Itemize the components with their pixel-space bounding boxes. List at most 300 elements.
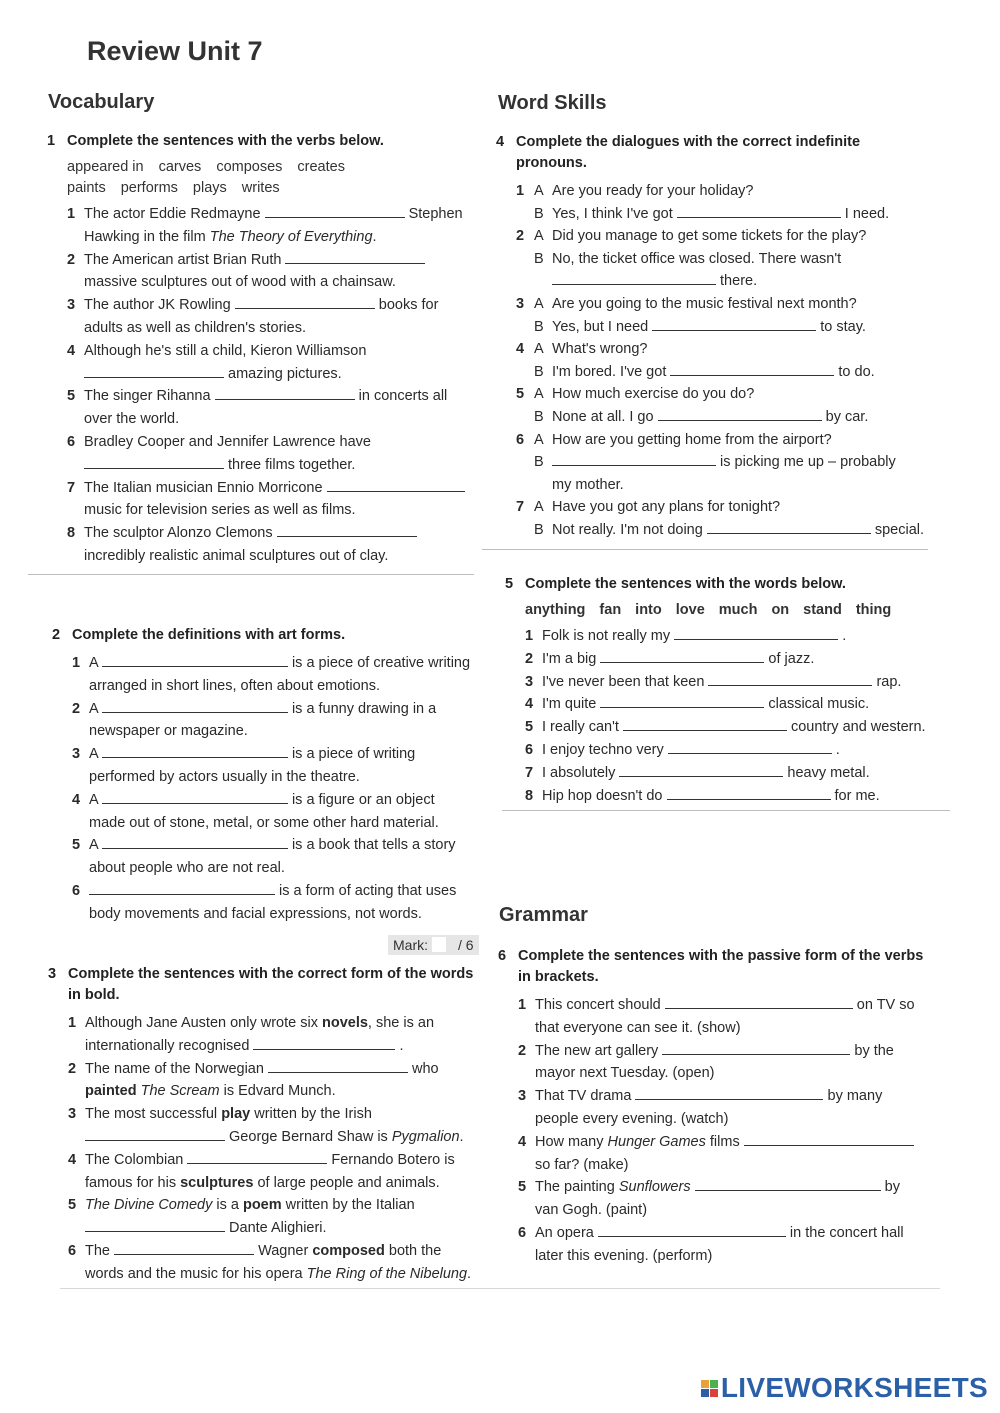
item-text: .: [399, 1037, 404, 1054]
list-item: [525, 648, 945, 671]
item-text: A: [89, 700, 98, 717]
item-text: my mother.: [552, 476, 624, 493]
dialogue-line: [516, 519, 936, 542]
speaker-label: A: [534, 431, 544, 448]
item-text: on TV so: [856, 997, 915, 1013]
list-item: [525, 716, 945, 739]
item-text: to do.: [838, 363, 875, 380]
answer-blank[interactable]: [708, 671, 872, 686]
list-item: [525, 739, 945, 762]
divider: [502, 810, 950, 811]
item-text: I really can't: [542, 719, 619, 736]
item-text: for me.: [834, 787, 880, 804]
item-number: 3: [72, 746, 81, 763]
answer-blank[interactable]: [552, 270, 716, 285]
dialogue-line: [516, 429, 936, 452]
item-text: over the world.: [84, 411, 180, 428]
speaker-label: B: [534, 363, 544, 380]
item-text: Although Jane Austen only wrote six: [85, 1015, 318, 1031]
item-text: special.: [874, 521, 925, 538]
item-text: The painting: [535, 1179, 615, 1196]
vocabulary-heading: Vocabulary: [48, 91, 155, 113]
item-text: This concert should: [535, 997, 661, 1013]
list-item: [518, 1040, 938, 1086]
word: fan: [599, 602, 622, 618]
item-text: Are you ready for your holiday?: [552, 183, 754, 199]
item-text: newspaper or magazine.: [89, 723, 248, 740]
item-text: who: [412, 1060, 439, 1077]
item-text: written by the Italian: [285, 1197, 415, 1214]
item-number: 3: [525, 673, 534, 690]
item-text: by car.: [825, 408, 869, 425]
list-item: [525, 625, 945, 648]
painting-title: Sunflowers: [618, 1179, 691, 1196]
answer-blank[interactable]: [102, 743, 288, 758]
bold-word: sculptures: [180, 1174, 254, 1191]
item-text: I've never been that keen: [542, 673, 705, 690]
item-text: I'm quite: [542, 696, 597, 713]
word: performs: [120, 180, 178, 196]
item-text: .: [467, 1265, 472, 1282]
item-number: 2: [525, 650, 534, 667]
item-text: The: [85, 1242, 110, 1259]
divider: [482, 549, 928, 550]
logo-tile: [710, 1389, 718, 1397]
list-item: [68, 1240, 486, 1286]
exercise-6: [498, 946, 938, 1268]
item-text: I enjoy techno very: [542, 741, 664, 758]
speaker-label: B: [534, 205, 544, 222]
answer-blank[interactable]: [552, 451, 716, 466]
exercise-5-heading: [505, 574, 945, 595]
word-box: [525, 600, 945, 621]
word-skills-heading: Word Skills: [498, 92, 607, 114]
item-text: amazing pictures.: [228, 365, 342, 382]
exercise-4-heading: [496, 132, 936, 174]
answer-blank[interactable]: [187, 1149, 327, 1164]
bold-word: composed: [312, 1242, 385, 1259]
answer-blank[interactable]: [707, 519, 871, 534]
list-item: [518, 1131, 938, 1177]
item-text: The sculptor Alonzo Clemons: [84, 525, 273, 542]
item-text: Bradley Cooper and Jennifer Lawrence have: [84, 433, 371, 450]
item-text: Hip hop doesn't do: [542, 787, 663, 804]
dialogue-list: [516, 180, 936, 542]
item-text: adults as well as children's stories.: [84, 319, 306, 336]
list-item: [72, 698, 484, 744]
word: appeared in: [67, 159, 144, 175]
list-item: [68, 1194, 486, 1240]
answer-blank[interactable]: [102, 698, 288, 713]
answer-blank[interactable]: [114, 1240, 254, 1255]
film-title: The Theory of Everything: [209, 228, 373, 245]
answer-blank[interactable]: [84, 363, 224, 378]
item-number: 5: [518, 1179, 527, 1196]
answer-blank[interactable]: [84, 454, 224, 469]
item-number: 6: [516, 431, 525, 448]
speaker-label: B: [534, 408, 544, 425]
answer-blank[interactable]: [253, 1035, 395, 1050]
item-text: Folk is not really my: [542, 628, 671, 644]
answer-blank[interactable]: [102, 834, 288, 849]
answer-blank[interactable]: [665, 994, 853, 1009]
exercise-number: 5: [505, 576, 514, 592]
list-item: [525, 785, 945, 808]
exercise-instruction: Complete the sentences with the words below.: [525, 576, 846, 592]
word: composes: [216, 159, 283, 175]
list-item: [518, 1222, 938, 1268]
item-text: Are you going to the music festival next month?: [552, 295, 857, 312]
answer-blank[interactable]: [85, 1217, 225, 1232]
item-text: to stay.: [820, 318, 866, 335]
item-text: of large people and animals.: [257, 1174, 440, 1191]
dialogue-line: [516, 496, 936, 519]
item-text: music for television series as well as films.: [84, 502, 356, 519]
dialogue-line: [516, 406, 936, 429]
item-text: Wagner: [258, 1242, 309, 1259]
item-text: heavy metal.: [787, 764, 870, 781]
answer-blank[interactable]: [265, 203, 405, 218]
item-text: .: [459, 1128, 464, 1145]
list-item: [518, 1085, 938, 1131]
answer-blank[interactable]: [662, 1040, 850, 1055]
item-text: A: [89, 746, 98, 763]
grammar-heading: Grammar: [499, 904, 588, 926]
item-text: .: [372, 228, 377, 245]
mark-label: Mark:: [393, 937, 428, 953]
item-text: The actor Eddie Redmayne: [84, 206, 261, 222]
exercise-5: [505, 574, 945, 807]
answer-blank[interactable]: [667, 785, 831, 800]
item-text: country and western.: [790, 719, 926, 736]
item-number: 2: [518, 1042, 527, 1059]
word-box: [67, 157, 477, 199]
exercise-3: [48, 964, 486, 1286]
answer-blank[interactable]: [652, 316, 816, 331]
item-text: Have you got any plans for tonight?: [552, 499, 781, 516]
item-text: people every evening. (watch): [535, 1110, 729, 1127]
item-text: .: [842, 628, 847, 644]
exercise-instruction: Complete the dialogues with the correct indefinite: [516, 134, 861, 150]
speaker-label: B: [534, 318, 544, 335]
list-item: [72, 880, 484, 926]
exercise-number: 4: [496, 134, 505, 150]
item-text: I need.: [844, 205, 890, 222]
opera-title: The Ring of the Nibelung: [306, 1265, 468, 1282]
item-number: 2: [68, 1060, 77, 1077]
logo-tile: [710, 1380, 718, 1388]
item-text: Yes, I think I've got: [552, 205, 673, 222]
item-text: later this evening. (perform): [535, 1247, 713, 1264]
item-text: is a figure or an object: [291, 791, 435, 808]
item-text: there.: [720, 273, 758, 290]
exercise-1: [47, 131, 477, 568]
item-text: films: [709, 1133, 740, 1150]
list-item: [67, 522, 477, 568]
list-item: [67, 340, 477, 386]
page-title: Review Unit 7: [87, 36, 263, 66]
item-text: is a funny drawing in a: [291, 700, 437, 717]
answer-blank[interactable]: [102, 652, 288, 667]
item-number: 6: [518, 1224, 527, 1241]
answer-blank[interactable]: [658, 406, 822, 421]
bold-word: play: [221, 1106, 251, 1123]
exercise-instruction: pronouns.: [516, 155, 587, 171]
item-number: 6: [525, 741, 534, 758]
exercise-instruction: in brackets.: [518, 969, 599, 985]
exercise-4: [496, 132, 936, 542]
item-number: 4: [518, 1133, 527, 1150]
item-number: 4: [525, 696, 534, 713]
list-item: [525, 671, 945, 694]
dialogue-line: [516, 383, 936, 406]
list-item: [72, 789, 484, 835]
item-number: 5: [67, 388, 76, 405]
answer-blank[interactable]: [635, 1085, 823, 1100]
item-number: 3: [68, 1106, 77, 1123]
bold-word: novels: [321, 1015, 368, 1031]
item-text: books for: [378, 297, 439, 314]
logo-tile: [701, 1389, 709, 1397]
list-item: [68, 1149, 486, 1195]
speaker-label: B: [534, 521, 544, 538]
item-text: How much exercise do you do?: [552, 386, 755, 403]
speaker-label: A: [534, 386, 544, 403]
item-number: 1: [68, 1015, 77, 1031]
word: paints: [67, 180, 106, 196]
exercise-instruction: Complete the sentences with the verbs below.: [67, 133, 384, 149]
word: writes: [241, 180, 280, 196]
word: carves: [158, 159, 202, 175]
speaker-label: B: [534, 454, 544, 471]
item-text: that everyone can see it. (show): [535, 1019, 741, 1036]
exercise-instruction: Complete the sentences with the correct form of the words: [68, 966, 474, 982]
item-text: in the concert hall: [789, 1224, 904, 1241]
item-text: about people who are not real.: [89, 860, 285, 877]
list-item: [518, 994, 938, 1040]
item-text: The most successful: [85, 1106, 218, 1123]
item-number: 4: [72, 791, 81, 808]
answer-blank[interactable]: [744, 1131, 914, 1146]
item-text: An opera: [535, 1224, 594, 1241]
item-text: Although he's still a child, Kieron Williamson: [84, 342, 367, 359]
dialogue-line: [516, 293, 936, 316]
answer-blank[interactable]: [235, 294, 375, 309]
item-text: Dante Alighieri.: [229, 1220, 327, 1237]
exercise-2: [52, 625, 484, 926]
item-text: That TV drama: [535, 1088, 632, 1105]
word: much: [718, 602, 758, 618]
list-item: [67, 249, 477, 295]
divider: [60, 1288, 940, 1289]
item-number: 2: [516, 228, 525, 245]
answer-blank[interactable]: [277, 522, 417, 537]
answer-blank[interactable]: [85, 1126, 225, 1141]
item-text: The name of the Norwegian: [85, 1060, 264, 1077]
item-text: incredibly realistic animal sculptures out of clay.: [84, 547, 389, 564]
speaker-label: A: [534, 295, 544, 312]
list-item: [525, 762, 945, 785]
item-text: is a book that tells a story: [291, 837, 456, 854]
word: into: [635, 602, 662, 618]
item-number: 6: [72, 882, 81, 899]
divider: [28, 574, 474, 575]
item-text: Yes, but I need: [552, 318, 649, 335]
word: anything: [525, 602, 586, 618]
item-text: body movements and facial expressions, not words.: [89, 905, 422, 922]
answer-blank[interactable]: [677, 203, 841, 218]
liveworksheets-logo[interactable]: [701, 1372, 988, 1404]
list-item: [67, 477, 477, 523]
item-number: 4: [67, 342, 76, 359]
list-item: [518, 1176, 938, 1222]
exercise-1-heading: [47, 131, 477, 152]
answer-blank[interactable]: [598, 1222, 786, 1237]
item-text: three films together.: [228, 456, 356, 473]
item-text: rap.: [876, 673, 902, 690]
item-text: by: [884, 1179, 900, 1196]
item-text: made out of stone, metal, or some other hard material.: [89, 814, 439, 831]
item-text: How many: [535, 1133, 604, 1150]
item-text: The singer Rihanna: [84, 388, 211, 405]
answer-blank[interactable]: [670, 361, 834, 376]
item-text: , she is an: [367, 1015, 435, 1031]
item-text: massive sculptures out of wood with a chainsaw.: [84, 274, 396, 291]
item-number: 8: [525, 787, 534, 804]
item-text: How are you getting home from the airport?: [552, 431, 832, 448]
item-number: 4: [68, 1151, 77, 1168]
item-number: 1: [67, 206, 76, 222]
word: on: [771, 602, 790, 618]
item-text: is a form of acting that uses: [279, 882, 457, 899]
item-text: written by the Irish: [254, 1106, 372, 1123]
word: plays: [192, 180, 227, 196]
word: thing: [855, 602, 892, 618]
item-text: The Colombian: [85, 1151, 184, 1168]
exercise-instruction: in bold.: [68, 987, 120, 1003]
list-item: [67, 431, 477, 477]
answer-blank[interactable]: [600, 693, 764, 708]
item-text: internationally recognised: [85, 1037, 250, 1054]
item-number: 6: [68, 1242, 77, 1259]
logo-tile: [701, 1380, 709, 1388]
dialogue-line: [516, 203, 936, 226]
answer-blank[interactable]: [215, 385, 355, 400]
item-number: 7: [516, 499, 525, 516]
answer-blank[interactable]: [668, 739, 832, 754]
item-text: words and the music for his opera: [85, 1265, 303, 1282]
logo-text: LIVEWORKSHEETS: [720, 1372, 988, 1403]
answer-blank[interactable]: [674, 625, 838, 640]
item-text: Fernando Botero is: [331, 1151, 455, 1168]
item-text: A: [89, 837, 98, 854]
item-text: Hawking in the film: [84, 228, 206, 245]
mark-input[interactable]: [432, 937, 446, 952]
item-text: The Italian musician Ennio Morricone: [84, 479, 323, 496]
dialogue-line: [516, 451, 936, 496]
bold-word: poem: [242, 1197, 282, 1214]
item-text: I absolutely: [542, 764, 616, 781]
exercise-3-heading: [48, 964, 486, 1006]
list-item: [68, 1012, 486, 1058]
item-text: so far? (make): [535, 1156, 629, 1173]
item-text: .: [835, 741, 840, 758]
answer-blank[interactable]: [327, 477, 465, 492]
item-text: A: [89, 791, 98, 808]
item-text: is a piece of writing: [291, 746, 416, 763]
answer-blank[interactable]: [268, 1058, 408, 1073]
item-text: is picking me up – probably: [720, 454, 896, 471]
answer-blank[interactable]: [600, 648, 764, 663]
answer-blank[interactable]: [619, 762, 783, 777]
item-number: 3: [516, 295, 525, 312]
item-number: 7: [525, 764, 534, 781]
speaker-label: A: [534, 228, 544, 245]
exercise-2-heading: [52, 625, 484, 646]
item-number: 1: [518, 997, 527, 1013]
item-text: The American artist Brian Ruth: [84, 251, 282, 268]
dialogue-line: [516, 248, 936, 293]
item-number: 5: [516, 386, 525, 403]
item-text: Not really. I'm not doing: [552, 521, 703, 538]
item-number: 3: [518, 1088, 527, 1105]
answer-blank[interactable]: [285, 249, 425, 264]
exercise-instruction: Complete the sentences with the passive form of the verbs: [518, 948, 924, 964]
item-text: None at all. I go: [552, 408, 654, 425]
item-number: 5: [68, 1197, 77, 1214]
item-text: classical music.: [768, 696, 870, 713]
item-text: of jazz.: [768, 650, 815, 667]
artwork-title: The Scream: [140, 1083, 220, 1100]
answer-blank[interactable]: [89, 880, 275, 895]
item-number: 7: [67, 479, 76, 496]
list-item: [72, 834, 484, 880]
item-text: both the: [388, 1242, 442, 1259]
item-number: 3: [67, 297, 76, 314]
speaker-label: B: [534, 250, 544, 267]
item-number: 4: [516, 341, 525, 358]
item-text: is a piece of creative writing: [291, 655, 471, 671]
answer-blank[interactable]: [623, 716, 787, 731]
list-item: [68, 1103, 486, 1149]
item-text: by many: [827, 1088, 883, 1105]
item-text: No, the ticket office was closed. There wasn't: [552, 250, 842, 267]
book-title: The Divine Comedy: [85, 1197, 213, 1214]
logo-icon: [701, 1380, 718, 1397]
item-text: What's wrong?: [552, 341, 648, 358]
answer-blank[interactable]: [695, 1176, 881, 1191]
word: stand: [803, 602, 842, 618]
item-text: performed by actors usually in the theatre.: [89, 768, 360, 785]
item-text: is Edvard Munch.: [223, 1083, 336, 1100]
exercise-number: 2: [52, 627, 61, 643]
item-text: in concerts all: [358, 388, 448, 405]
list-item: [67, 385, 477, 431]
list-item: [67, 294, 477, 340]
item-number: 2: [72, 700, 81, 717]
item-text: I'm bored. I've got: [552, 363, 667, 380]
item-text: is a: [216, 1197, 239, 1214]
list-item: [72, 743, 484, 789]
item-text: The new art gallery: [535, 1042, 659, 1059]
dialogue-line: [516, 361, 936, 384]
word: creates: [297, 159, 345, 175]
answer-blank[interactable]: [102, 789, 288, 804]
bold-word: painted: [85, 1083, 137, 1100]
dialogue-line: [516, 338, 936, 361]
item-text: A: [89, 655, 98, 671]
dialogue-line: [516, 225, 936, 248]
